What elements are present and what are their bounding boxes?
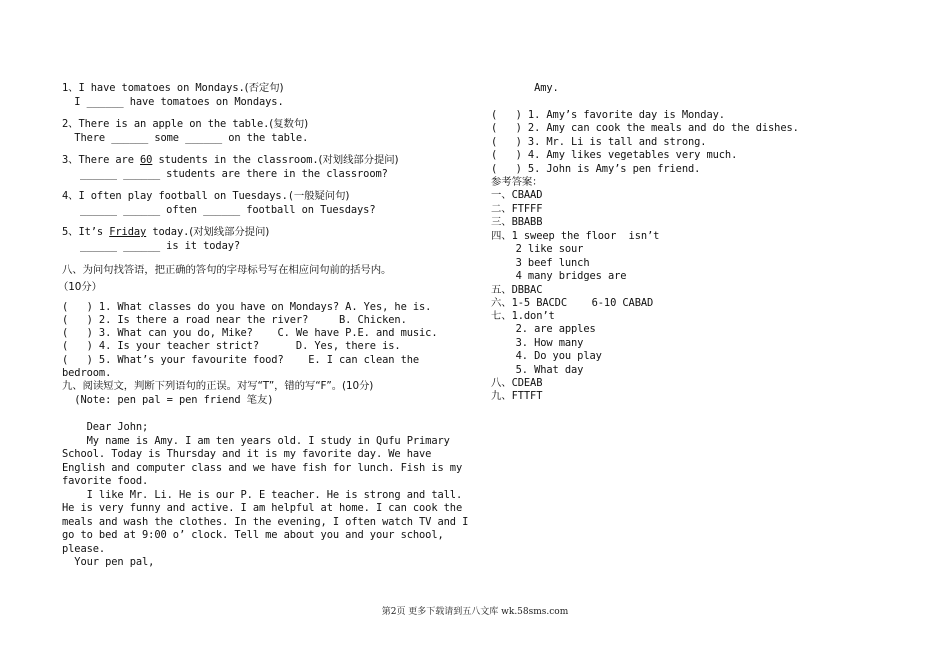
question-3-sentence-start: 3、There are [62, 154, 141, 166]
answer-line: 五、DBBAC [491, 284, 543, 296]
letter-line: Dear John; [62, 421, 149, 433]
letter-line: meals and wash the clothes. In the evening, I often watch TV and I [62, 516, 469, 528]
section-8-item: ( ) 2. Is there a road near the river? B. Chicken. [62, 314, 407, 326]
true-false-item: ( ) 4. Amy likes vegetables very much. [491, 149, 738, 161]
letter-line: go to bed at 9:00 o’ clock. Tell me about you and your school, [62, 529, 444, 541]
section-8-title: 八、为问句找答语，把正确的答句的字母标号写在相应问句前的括号内。 [62, 264, 392, 276]
question-1-blank-line: I ______ have tomatoes on Mondays. [62, 96, 284, 108]
section-9-title: 九、阅读短文，判断下列语句的正误。对写“T”，错的写“F”。(10分) [62, 380, 374, 392]
true-false-item: ( ) 1. Amy’s favorite day is Monday. [491, 109, 725, 121]
question-5-underlined-word: Friday [109, 226, 147, 238]
letter-line: He is very funny and active. I am helpful at home. I can cook the [62, 502, 463, 514]
question-3-underlined-word: 60 [140, 154, 153, 166]
letter-signature: Amy. [491, 82, 559, 94]
question-3-instruction: (对划线部分提问) [318, 154, 399, 166]
section-9-note: (Note: pen pal = pen friend 笔友) [62, 394, 274, 406]
answer-line: 七、1.don’t [491, 310, 555, 322]
question-3-blank-line: ______ ______ students are there in the classroom? [80, 168, 388, 180]
true-false-item: ( ) 2. Amy can cook the meals and do the dishes. [491, 122, 799, 134]
answer-line: 3 beef lunch [491, 257, 590, 269]
section-8-item: ( ) 5. What’s your favourite food? E. I can clean the [62, 354, 420, 366]
section-8-item: ( ) 4. Is your teacher strict? D. Yes, there is. [62, 340, 401, 352]
answer-line: 二、FTFFF [491, 203, 543, 215]
letter-line: favorite food. [62, 475, 149, 487]
letter-line: My name is Amy. I am ten years old. I study in Qufu Primary [62, 435, 450, 447]
answer-line: 4 many bridges are [491, 270, 627, 282]
section-8-item: ( ) 1. What classes do you have on Mondays? A. Yes, he is. [62, 301, 432, 313]
question-1-instruction: (否定句) [244, 82, 284, 94]
answer-line: 2. are apples [491, 323, 596, 335]
question-2-prompt [62, 118, 308, 131]
question-2-instruction: (复数句) [269, 118, 309, 130]
question-5-sentence-start: 5、It’s [62, 226, 110, 238]
section-8-points: （10分） [58, 281, 102, 293]
answer-line: 4. Do you play [491, 350, 602, 362]
question-1-prompt [62, 82, 283, 95]
answer-line: 六、1-5 BACDC 6-10 CABAD [491, 297, 654, 309]
letter-line: please. [62, 543, 106, 555]
section-8-item-continued: bedroom. [62, 367, 112, 379]
letter-closing: Your pen pal, [62, 556, 155, 568]
question-4-blank-line: ______ ______ often ______ football on Tuesdays? [80, 204, 376, 216]
answer-line: 三、BBABB [491, 216, 543, 228]
answer-line: 九、FTTFT [491, 390, 543, 402]
answer-line: 四、1 sweep the floor isn’t [491, 230, 660, 242]
answer-key-title: 参考答案： [491, 176, 543, 188]
true-false-item: ( ) 5. John is Amy’s pen friend. [491, 163, 701, 175]
answer-line: 一、CBAAD [491, 189, 543, 201]
question-4-instruction: 一般疑问句) [293, 190, 350, 202]
page-footer: 第2页 更多下载请到五八文库 wk.58sms.com [381, 607, 569, 617]
section-8-item: ( ) 3. What can you do, Mike? C. We have P.E. and music. [62, 327, 438, 339]
question-2-sentence: 2、There is an apple on the table. [62, 118, 270, 130]
letter-line: I like Mr. Li. He is our P. E teacher. He is strong and tall. [62, 489, 463, 501]
answer-line: 5. What day [491, 364, 584, 376]
question-2-blank-line: There ______ some ______ on the table. [62, 132, 309, 144]
true-false-item: ( ) 3. Mr. Li is tall and strong. [491, 136, 707, 148]
question-4-prompt [62, 190, 349, 203]
question-4-sentence: 4、I often play football on Tuesdays.( [62, 190, 294, 202]
answer-line: 2 like sour [491, 243, 584, 255]
question-3-prompt [62, 154, 399, 167]
answer-line: 八、CDEAB [491, 377, 543, 389]
question-5-sentence-end: today. [146, 226, 190, 238]
question-5-prompt [62, 226, 269, 239]
letter-line: English and computer class and we have fish for lunch. Fish is my [62, 462, 463, 474]
question-1-sentence: 1、I have tomatoes on Mondays. [62, 82, 245, 94]
answer-line: 3. How many [491, 337, 584, 349]
question-3-sentence-end: students in the classroom. [152, 154, 319, 166]
question-5-instruction: (对划线部分提问) [189, 226, 270, 238]
letter-line: School. Today is Thursday and it is my favorite day. We have [62, 448, 432, 460]
question-5-blank-line: ______ ______ is it today? [80, 240, 241, 252]
